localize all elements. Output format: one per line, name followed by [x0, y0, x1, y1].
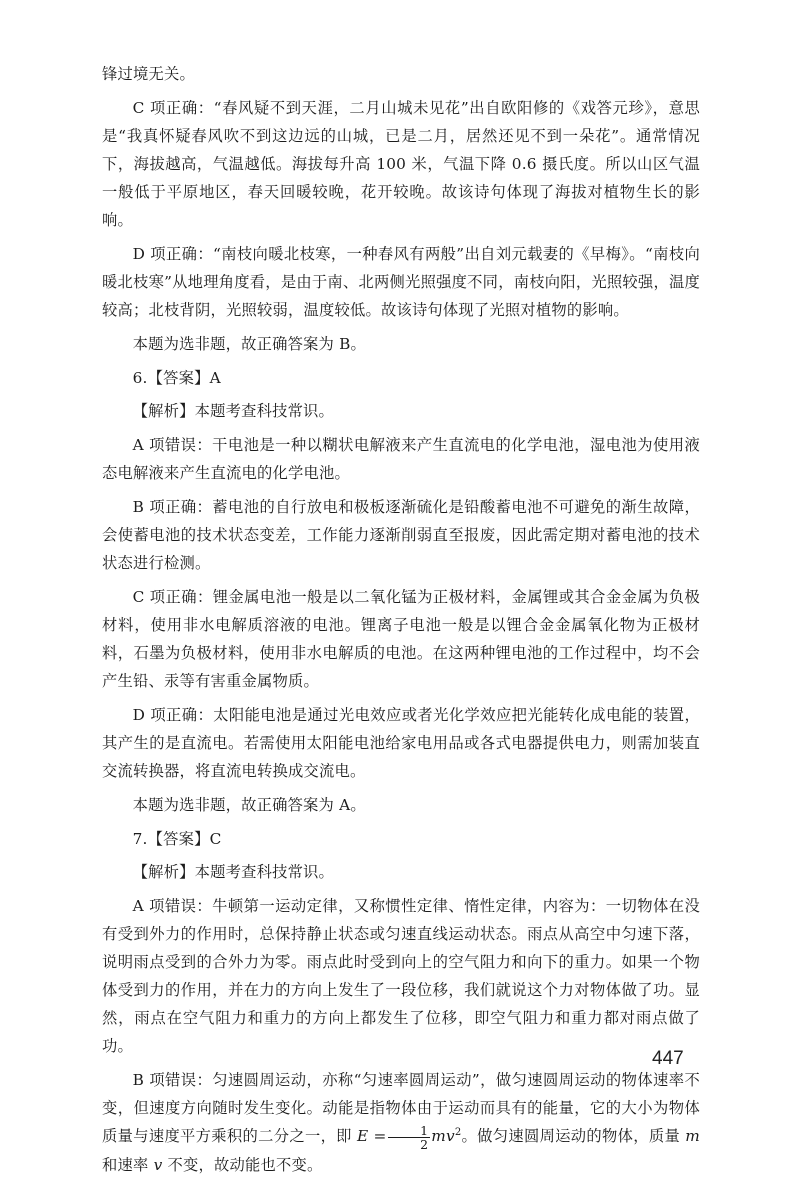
option-b-text-post1: 。做匀速圆周运动的物体，质量: [461, 1127, 686, 1145]
paragraph-continuation: 锋过境无关。: [102, 65, 195, 83]
fraction-numerator: 1: [388, 1124, 431, 1138]
question-6-option-d: D 项正确：太阳能电池是通过光电效应或者光化学效应把光能转化成电能的装置，其产生的是直流电。若需使用太阳能电池给家电用品或各式电器提供电力，则需加装直交流转换器，将直流电转换成交流电。: [102, 706, 700, 780]
option-b-text-post2: 和速率: [102, 1155, 154, 1174]
question-6-option-c: C 项正确：锂金属电池一般是以二氧化锰为正极材料，金属锂或其合金金属为负极材料，使用非水电解质溶液的电池。锂离子电池一般是以锂合金金属氧化物为正极材料，石墨为负极材料，使用非水电解质的电池。在这两种锂电池的工作过程中，均不会产生铅、汞等有害重金属物质。: [102, 588, 700, 690]
paragraph-option-c: C 项正确：“春风疑不到天涯，二月山城未见花”出自欧阳修的《戏答元珍》，意思是“我真怀疑春风吹不到这边远的山城，已是二月，居然还见不到一朵花”。通常情况下，海拔越高，气温越低。海拔每升高 100 米，气温下降 0.6 摄氏度。所以山区气温一般低于平原地区，春天回暖较晚，花开较晚。故该诗句体现了海拔对植物生长的影响。: [102, 99, 700, 229]
formula-exponent: 2: [454, 1126, 462, 1138]
fraction-denominator: 2: [420, 1136, 429, 1152]
question-6-answer: 6.【答案】A: [132, 369, 221, 387]
formula-fraction: [388, 1124, 431, 1151]
option-b-text-pre: B 项错误：匀速圆周运动，亦称“匀速率圆周运动”，做匀速圆周运动的物体速率不变，但速度方向随时发生变化。动能是指物体由于运动而具有的能量，它的大小为物体质量与速度平方乘积的二分之一，即: [102, 1071, 700, 1145]
question-6-analysis: 【解析】本题考查科技常识。: [132, 402, 335, 420]
variable-m: m: [685, 1127, 700, 1145]
paragraph-option-d: D 项正确：“南枝向暖北枝寒，一种春风有两般”出自刘元载妻的《早梅》。“南枝向暖北枝寒”从地理角度看，是由于南、北两侧光照强度不同，南枝向阳，光照较强，温度较高；北枝背阴，光照较弱，温度较低。故该诗句体现了光照对植物的影响。: [102, 245, 700, 319]
variable-v: v: [153, 1155, 163, 1174]
question-7-option-a: A 项错误：牛顿第一运动定律，又称惯性定律、惰性定律，内容为：一切物体在没有受到外力的作用时，总保持静止状态或匀速直线运动状态。雨点从高空中匀速下落，说明雨点受到的合外力为零。雨点此时受到向上的空气阻力和向下的重力。如果一个物体受到力的作用，并在力的方向上发生了一段位移，我们就说这个力对物体做了功。显然，雨点在空气阻力和重力的方向上都发生了位移，即空气阻力和重力都对雨点做了功。: [102, 897, 700, 1055]
page-content: [102, 60, 700, 1185]
paragraph-answer-5: 本题为选非题，故正确答案为 B。: [132, 335, 367, 353]
question-6-option-b: B 项正确：蓄电池的自行放电和极板逐渐硫化是铅酸蓄电池不可避免的渐生故障，会使蓄电池的技术状态变差，工作能力逐渐削弱直至报废，因此需定期对蓄电池的技术状态进行检测。: [102, 498, 700, 572]
question-7-analysis: 【解析】本题考查科技常识。: [132, 863, 335, 881]
question-7-answer: 7.【答案】C: [132, 830, 222, 848]
option-b-text-post3: 不变，故动能也不变。: [162, 1155, 323, 1174]
question-7-option-b: [102, 1066, 700, 1179]
question-6-option-a: A 项错误：干电池是一种以糊状电解液来产生直流电的化学电池，湿电池为使用液态电解液来产生直流电的化学电池。: [102, 436, 700, 482]
formula-lhs: E =: [356, 1127, 387, 1145]
question-6-conclusion: 本题为选非题，故正确答案为 A。: [132, 796, 366, 814]
page-number: 447: [652, 1048, 684, 1069]
formula-rhs: mv: [431, 1127, 455, 1145]
